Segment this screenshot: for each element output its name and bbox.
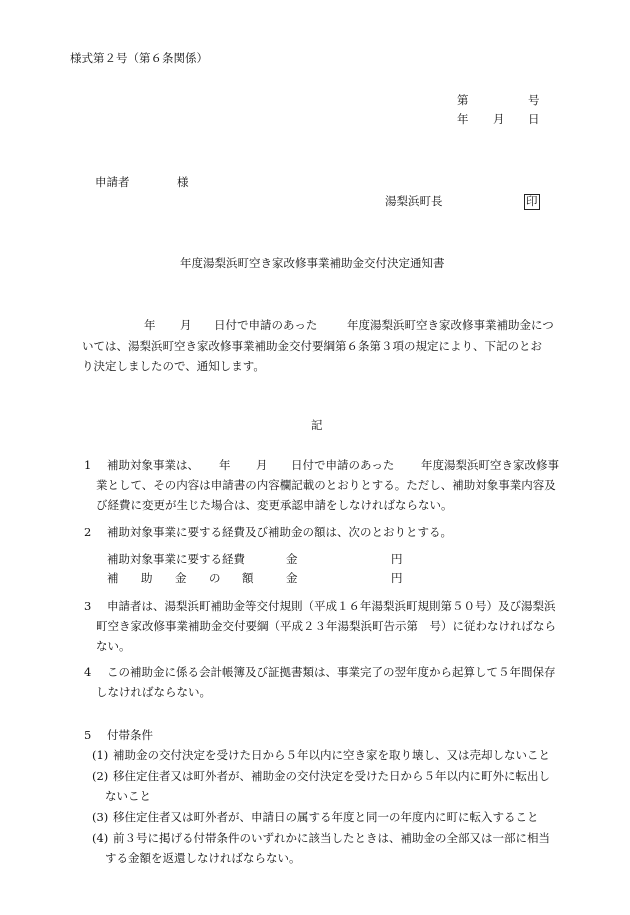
item4-line1: この補助金に係る会計帳簿及び証拠書類は、事業完了の翌年度から起算して５年間保存: [107, 665, 556, 679]
item1-year: 年: [219, 458, 231, 472]
condition-text: 前３号に掲げる付帯条件のいずれかに該当したときは、補助金の全部又は一部に相当: [113, 831, 550, 845]
applicant-label: 申請者: [95, 175, 130, 189]
number-label: 第: [457, 93, 469, 107]
intro-year: 年: [144, 318, 156, 332]
condition-number: (1): [92, 748, 109, 762]
condition-text: 補助金の交付決定を受けた日から５年以内に空き家を取り壊し、又は売却しないこと: [113, 748, 550, 762]
item-number: 1: [84, 458, 92, 472]
condition-text: 移住定住者又は町外者が、申請日の属する年度と同一の年度内に町に転入すること: [113, 810, 539, 824]
condition-text-cont: する金額を返還しなければならない。: [105, 851, 301, 865]
expense-label: 補助対象事業に要する経費: [107, 552, 245, 566]
subsidy-label-char: 金: [175, 571, 187, 585]
intro-fiscal-text: 年度湯梨浜町空き家改修事業補助金につ: [347, 318, 554, 332]
intro-line3: り決定しましたので、通知します。: [82, 359, 265, 373]
item3-line2: 町空き家改修事業補助金交付要綱（平成２３年湯梨浜町告示第 号）に従わなければなら: [96, 619, 556, 633]
subsidy-label-char: 助: [141, 571, 153, 585]
date-day: 日: [528, 112, 540, 126]
intro-line2: いては、湯梨浜町空き家改修事業補助金交付要綱第６条第３項の規定により、下記のとお: [82, 339, 542, 353]
intro-day-text: 日付で申請のあった: [214, 318, 318, 332]
item-number: 2: [84, 525, 92, 539]
date-year: 年: [457, 112, 469, 126]
item1-line3: び経費に変更が生じた場合は、変更承認申請をしなければならない。: [96, 498, 453, 512]
intro-month: 月: [180, 318, 192, 332]
item1-fiscal-text: 年度湯梨浜町空き家改修事: [421, 458, 559, 472]
date-month: 月: [493, 112, 505, 126]
document-title: 年度湯梨浜町空き家改修事業補助金交付決定通知書: [180, 256, 445, 270]
subsidy-label-char: 補: [107, 571, 119, 585]
expense-kin: 金: [286, 552, 298, 566]
seal-mark: 印: [526, 194, 538, 208]
condition-text: 移住定住者又は町外者が、補助金の交付決定を受けた日から５年以内に町外に転出し: [113, 769, 550, 783]
item1-month: 月: [256, 458, 268, 472]
item2-text: 補助対象事業に要する経費及び補助金の額は、次のとおりとする。: [107, 525, 452, 539]
applicant-honorific: 様: [177, 175, 189, 189]
item-number: 5: [84, 728, 92, 742]
subsidy-label-char: 額: [242, 571, 254, 585]
form-number: 様式第２号（第６条関係）: [70, 51, 208, 65]
subsidy-label-char: の: [209, 571, 221, 585]
subsidy-kin: 金: [286, 571, 298, 585]
item3-line3: ない。: [96, 639, 131, 653]
condition-number: (3): [92, 810, 109, 824]
condition-text-cont: ないこと: [105, 789, 151, 803]
conditions-heading: 付帯条件: [107, 728, 153, 742]
item1-text-a: 補助対象事業は、: [107, 458, 199, 472]
number-suffix: 号: [528, 93, 540, 107]
subsidy-yen: 円: [391, 571, 403, 585]
item-number: 4: [84, 665, 92, 679]
condition-number: (4): [92, 831, 109, 845]
item1-day-text: 日付で申請のあった: [291, 458, 395, 472]
item-number: 3: [84, 599, 92, 613]
ki-heading: 記: [311, 418, 323, 432]
expense-yen: 円: [391, 552, 403, 566]
issuer-title: 湯梨浜町長: [385, 194, 443, 208]
item3-line1: 申請者は、湯梨浜町補助金等交付規則（平成１６年湯梨浜町規則第５０号）及び湯梨浜: [107, 599, 556, 613]
item1-line2: 業として、その内容は申請書の内容欄記載のとおりとする。ただし、補助対象事業内容及: [96, 478, 556, 492]
condition-number: (2): [92, 769, 109, 783]
item4-line2: しなければならない。: [96, 685, 211, 699]
